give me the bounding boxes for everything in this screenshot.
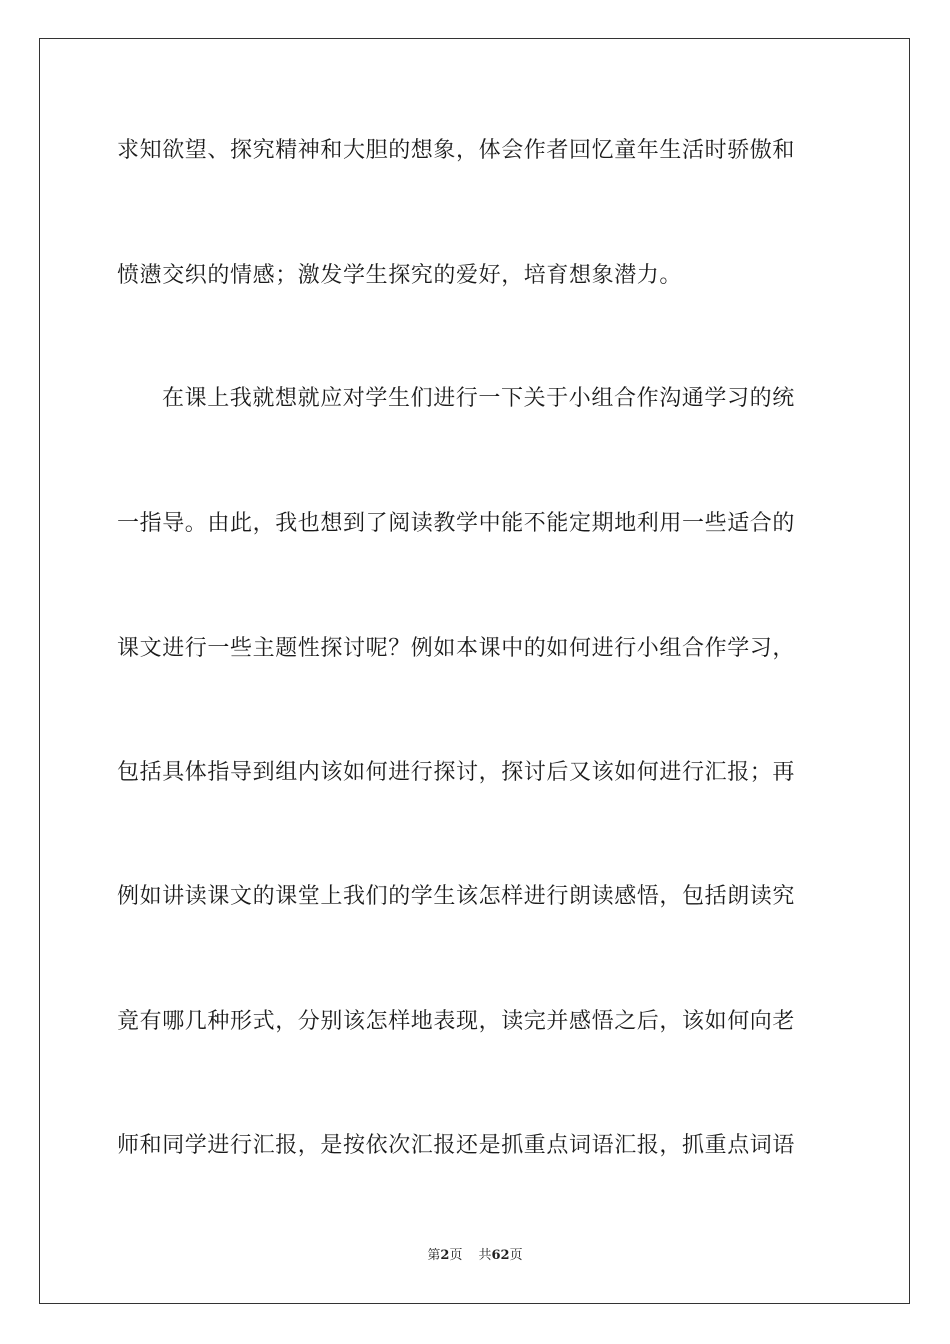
total-suffix: 页 [509, 1248, 523, 1263]
text-line-6: 包括具体指导到组内该如何进行探讨，探讨后又该如何进行汇报；再 [117, 760, 796, 785]
page-footer [0, 1248, 950, 1264]
total-prefix: 共 [478, 1248, 492, 1263]
text-line-1: 求知欲望、探究精神和大胆的想象，体会作者回忆童年生活时骄傲和 [117, 138, 796, 163]
page-border [39, 38, 910, 1304]
page-prefix: 第 [427, 1248, 441, 1263]
total-pages: 62 [491, 1248, 510, 1263]
text-line-4: 一指导。由此，我也想到了阅读教学中能不能定期地利用一些适合的 [117, 511, 796, 536]
text-line-7: 例如讲读课文的课堂上我们的学生该怎样进行朗读感悟，包括朗读究 [117, 884, 796, 909]
text-line-3: 在课上我就想就应对学生们进行一下关于小组合作沟通学习的统 [162, 386, 795, 411]
text-line-5: 课文进行一些主题性探讨呢？例如本课中的如何进行小组合作学习， [117, 636, 796, 661]
page-suffix: 页 [449, 1248, 463, 1263]
text-line-9: 师和同学进行汇报，是按依次汇报还是抓重点词语汇报，抓重点词语 [117, 1133, 796, 1158]
text-line-2: 愤懑交织的情感；激发学生探究的爱好，培育想象潜力。 [117, 263, 683, 288]
text-line-8: 竟有哪几种形式，分别该怎样地表现，读完并感悟之后，该如何向老 [117, 1009, 796, 1034]
page-number: 2 [440, 1248, 450, 1263]
